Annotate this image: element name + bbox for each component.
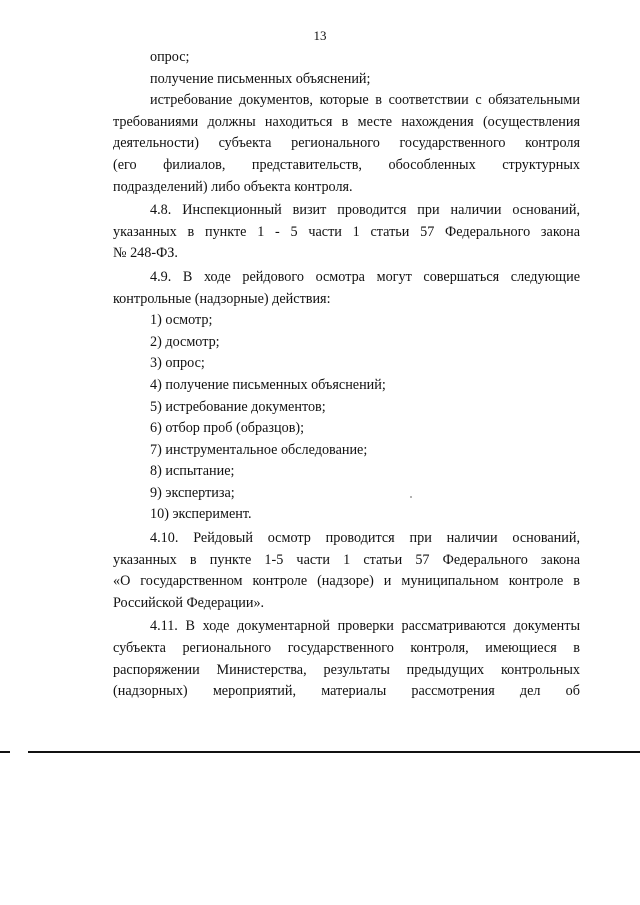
body-text xyxy=(113,47,580,703)
list-item: 9) экспертиза; xyxy=(150,484,235,501)
list-item: 6) отбор проб (образцов); xyxy=(150,420,305,437)
scan-speck xyxy=(410,496,412,498)
list-item: 5) истребование документов; xyxy=(150,398,326,415)
horizontal-rule xyxy=(28,751,640,753)
list-item: 3) опрос; xyxy=(150,355,205,372)
list-item: 7) инструментальное обследование; xyxy=(150,441,368,458)
text-line: 4.8. Инспекционный визит проводится при наличии оснований, xyxy=(150,202,580,219)
text-line: контрольные (надзорные) действия: xyxy=(113,290,331,307)
list-item: 1) осмотр; xyxy=(150,312,213,329)
text-line: 4.9. В ходе рейдового осмотра могут совершаться следующие xyxy=(150,268,580,285)
text-line: подразделений) либо объекта контроля. xyxy=(113,178,353,195)
list-item: 10) эксперимент. xyxy=(150,506,252,523)
text-line: (его филиалов, представительств, обособленных структурных xyxy=(113,156,580,173)
text-line: получение письменных объяснений; xyxy=(150,70,371,87)
text-line: «О государственном контроле (надзоре) и муниципальном контроле в xyxy=(113,573,580,590)
list-item: 4) получение письменных объяснений; xyxy=(150,376,386,393)
text-line: указанных в пункте 1 - 5 части 1 статьи 57 Федерального закона xyxy=(113,223,580,240)
page-edge-mark xyxy=(0,751,10,753)
text-line: истребование документов, которые в соответствии с обязательными xyxy=(150,92,580,109)
text-line: 4.10. Рейдовый осмотр проводится при наличии оснований, xyxy=(150,530,580,547)
text-line: требованиями должны находиться в месте нахождения (осуществления xyxy=(113,113,580,130)
page-number: 13 xyxy=(313,28,327,43)
text-line: (надзорных) мероприятий, материалы рассмотрения дел об xyxy=(113,683,580,700)
text-line: субъекта регионального государственного контроля, имеющиеся в xyxy=(113,640,580,657)
list-item: 2) досмотр; xyxy=(150,333,220,350)
text-line: указанных в пункте 1-5 части 1 статьи 57 Федерального закона xyxy=(113,551,580,568)
text-line: распоряжении Министерства, результаты предыдущих контрольных xyxy=(113,661,580,678)
text-line: Российской Федерации». xyxy=(113,594,265,611)
text-line: № 248-ФЗ. xyxy=(113,245,178,262)
text-line: 4.11. В ходе документарной проверки рассматриваются документы xyxy=(150,618,580,635)
text-line: опрос; xyxy=(150,49,190,65)
text-line: деятельности) субъекта регионального государственного контроля xyxy=(113,135,580,152)
list-item: 8) испытание; xyxy=(150,463,235,480)
